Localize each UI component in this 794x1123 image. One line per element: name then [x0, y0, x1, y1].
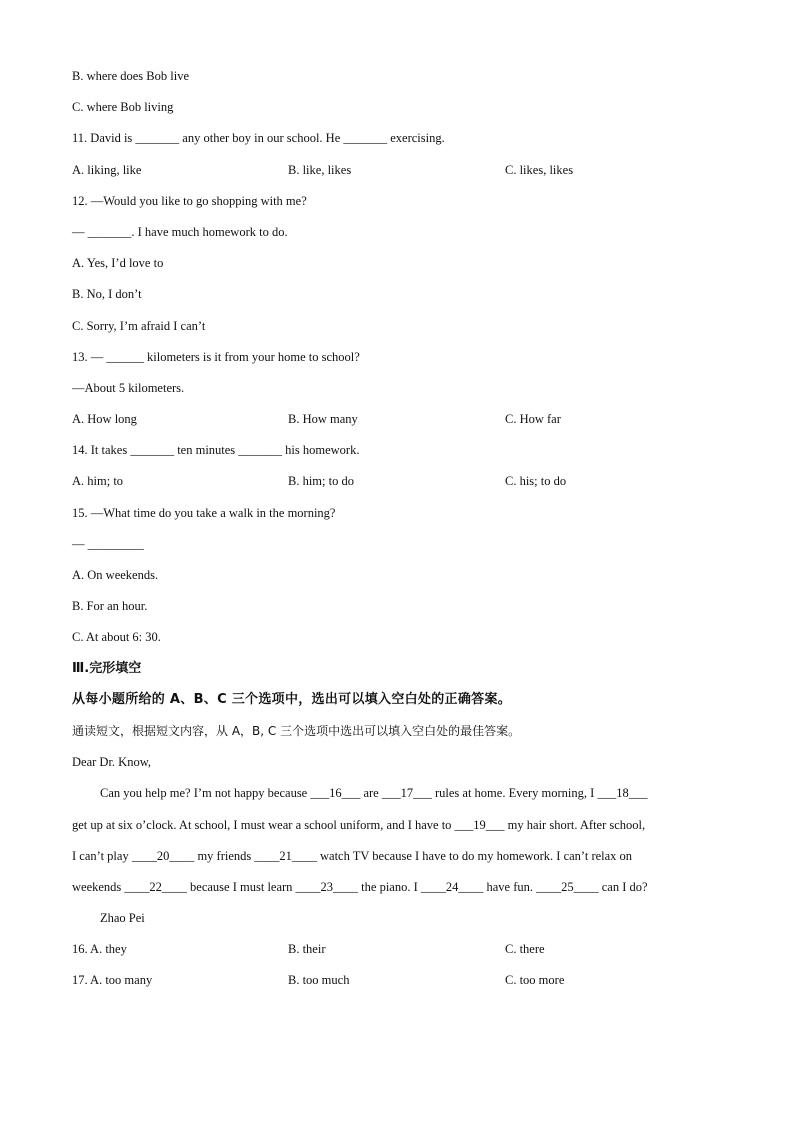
option-line: C. where Bob living	[72, 100, 174, 115]
option-c: C. How far	[505, 412, 561, 427]
option-b: B. too much	[288, 973, 350, 988]
option-b: B. like, likes	[288, 162, 352, 177]
options-row	[72, 971, 732, 1002]
instruction: 通读短文，根据短文内容，从 A，B, C 三个选项中选出可以填入空白处的最佳答案。	[72, 723, 521, 738]
option-b: B. their	[288, 942, 326, 957]
option-a: 17. A. too many	[72, 973, 153, 988]
option-a: A. How long	[72, 412, 137, 427]
passage-line: I can’t play ____20____ my friends ____21____ watch TV because I have to do my homework. I can’t relax on	[72, 848, 633, 863]
option-line: B. No, I don’t	[72, 287, 142, 302]
options-row	[72, 472, 732, 503]
options-row	[72, 940, 732, 971]
option-line: B. For an hour.	[72, 599, 148, 614]
passage-line: weekends ____22____ because I must learn ____23____ the piano. I ____24____ have fun. ____25____ can I do?	[72, 879, 648, 894]
option-c: C. there	[505, 942, 545, 957]
option-b: B. him; to do	[288, 474, 354, 489]
option-a: A. him; to	[72, 474, 124, 489]
option-a: 16. A. they	[72, 942, 127, 957]
option-line: B. where does Bob live	[72, 69, 189, 83]
question-line: 14. It takes _______ ten minutes _______ his homework.	[72, 443, 360, 458]
question-line: 12. —Would you like to go shopping with me?	[72, 193, 307, 208]
option-c: C. likes, likes	[505, 162, 574, 177]
letter-signature: Zhao Pei	[100, 911, 145, 926]
option-line: C. At about 6: 30.	[72, 630, 161, 645]
response-line: — _______. I have much homework to do.	[72, 224, 288, 239]
options-row	[72, 410, 732, 441]
question-line: 11. David is _______ any other boy in our school. He _______ exercising.	[72, 131, 445, 146]
question-line: 13. — ______ kilometers is it from your home to school?	[72, 349, 360, 364]
response-line: —About 5 kilometers.	[72, 380, 185, 395]
option-b: B. How many	[288, 412, 358, 427]
response-line: — _________	[72, 536, 144, 551]
option-line: C. Sorry, I’m afraid I can’t	[72, 318, 206, 333]
document-page	[72, 67, 732, 1003]
instruction-bold: 从每小题所给的 A、B、C 三个选项中，选出可以填入空白处的正确答案。	[72, 691, 512, 707]
letter-greeting: Dear Dr. Know,	[72, 755, 152, 770]
option-c: C. his; to do	[505, 474, 567, 489]
section-heading: Ⅲ.完形填空	[72, 660, 142, 676]
question-line: 15. —What time do you take a walk in the morning?	[72, 505, 336, 520]
option-c: C. too more	[505, 973, 565, 988]
option-line: A. Yes, I’d love to	[72, 256, 164, 271]
passage-line: Can you help me? I’m not happy because ___16___ are ___17___ rules at home. Every morning, I ___18___	[100, 786, 648, 801]
option-line: A. On weekends.	[72, 568, 159, 582]
option-a: A. liking, like	[72, 162, 142, 177]
passage-line: get up at six o’clock. At school, I must wear a school uniform, and I have to ___19___ my hair short. After school,	[72, 817, 646, 832]
options-row	[72, 161, 732, 192]
